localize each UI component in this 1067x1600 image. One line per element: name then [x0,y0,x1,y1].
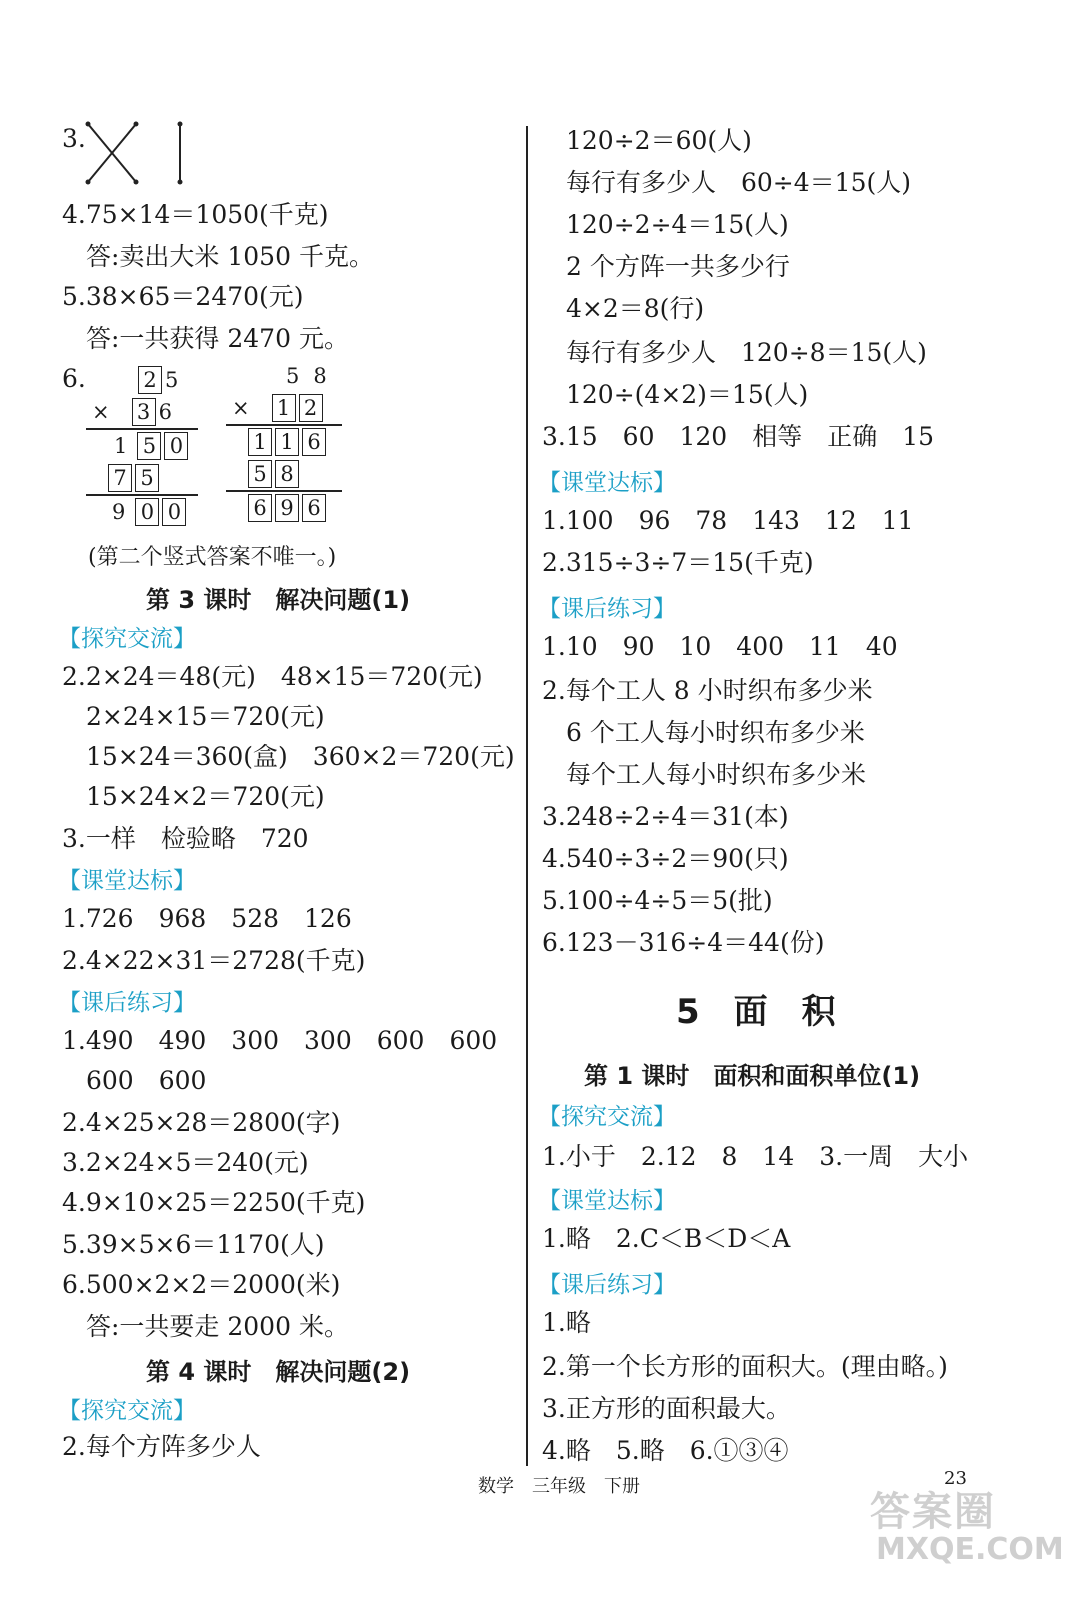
lesson-title: 第 4 课时 解决问题(2) [146,1358,411,1386]
section-tag: 【课堂达标】 [58,868,196,894]
answer-line: 2.2×24＝48(元) 48×15＝720(元) [62,662,483,691]
digit: 6 [158,400,172,424]
answer-box: 3 [132,398,156,426]
answer-line: 15×24×2＝720(元) [86,782,325,811]
line-matching-figure [80,118,190,190]
section-tag: 【探究交流】 [538,1104,676,1130]
answer-line: 答:卖出大米 1050 千克。 [86,242,374,271]
answer-box: 1 [272,394,296,422]
section-tag: 【课后练习】 [538,1272,676,1298]
calc-rule [86,494,198,496]
answer-line: 2.第一个长方形的面积大。(理由略。) [542,1352,948,1381]
answer-line: 1.略 [542,1308,591,1337]
q3-label: 3. [62,124,86,153]
answer-line: 1.100 96 78 143 12 11 [542,506,914,535]
answer-line: 2 个方阵一共多少行 [566,252,790,281]
answer-line: 120÷2÷4＝15(人) [566,210,789,239]
answer-line: 2.每个方阵多少人 [62,1432,261,1461]
section-tag: 【探究交流】 [58,1398,196,1424]
digit: 1 [114,434,128,458]
section-tag: 【课堂达标】 [538,1188,676,1214]
note: (第二个竖式答案不唯一。) [88,545,337,570]
times-sign: × [232,396,250,420]
answer-box: 5 [137,432,161,460]
answer-line: 4.75×14＝1050(千克) [62,200,329,229]
watermark-url: MXQE.COM [876,1532,1064,1567]
answer-line: 2.每个工人 8 小时织布多少米 [542,676,873,705]
answer-line: 3.15 60 120 相等 正确 15 [542,422,935,451]
digit: 5 [286,364,300,388]
digit: 8 [313,364,327,388]
answer-box: 9 [275,494,299,522]
answer-box: 0 [164,432,188,460]
answer-line: 3.一样 检验略 720 [62,824,309,853]
answer-line: 1.490 490 300 300 600 600 [62,1026,498,1055]
answer-box: 0 [135,498,159,526]
answer-line: 1.726 968 528 126 [62,904,352,933]
answer-box: 1 [275,428,299,456]
answer-line: 5.100÷4÷5＝5(批) [542,886,773,915]
answer-line: 1.10 90 10 400 11 40 [542,632,898,661]
column-divider [526,126,528,1466]
answer-box: 6 [302,494,326,522]
answer-line: 6 个工人每小时织布多少米 [566,718,865,747]
watermark-logo: 答案圈 [870,1489,996,1535]
answer-line: 3.2×24×5＝240(元) [62,1148,309,1177]
answer-box: 1 [248,428,272,456]
answer-box: 7 [108,464,132,492]
answer-line: 2.4×22×31＝2728(千克) [62,946,366,975]
answer-box: 5 [135,464,159,492]
page-number: 23 [944,1468,967,1489]
answer-line: 3.248÷2÷4＝31(本) [542,802,789,831]
answer-box: 5 [248,460,272,488]
answer-line: 15×24＝360(盒) 360×2＝720(元) [86,742,515,771]
answer-line: 4.略 5.略 6.①③④ [542,1436,789,1465]
answer-line: 120÷2＝60(人) [566,126,752,155]
answer-box: 2 [138,366,162,394]
answer-box: 6 [248,494,272,522]
times-sign: × [92,400,110,424]
answer-line: 答:一共要走 2000 米。 [86,1312,349,1341]
answer-line: 5.38×65＝2470(元) [62,282,304,311]
answer-line: 每行有多少人 60÷4＝15(人) [566,168,911,197]
answer-line: 6.123－316÷4＝44(份) [542,928,825,957]
answer-line: 3.正方形的面积最大。 [542,1394,791,1423]
page-footer: 数学 三年级 下册 [478,1476,640,1497]
answer-line: 120÷(4×2)＝15(人) [566,380,809,409]
section-tag: 【课后练习】 [58,990,196,1016]
answer-line: 1.小于 2.12 8 14 3.一周 大小 [542,1142,969,1171]
answer-line: 1.略 2.C＜B＜D＜A [542,1224,791,1253]
q6-label: 6. [62,364,86,393]
answer-line: 6.500×2×2＝2000(米) [62,1270,341,1299]
lesson-title: 第 1 课时 面积和面积单位(1) [584,1062,921,1090]
answer-line: 每行有多少人 120÷8＝15(人) [566,338,927,367]
calc-rule [226,490,342,492]
answer-box: 8 [275,460,299,488]
answer-line: 2.315÷3÷7＝15(千克) [542,548,814,577]
section-tag: 【课堂达标】 [538,470,676,496]
calc-rule [86,428,198,430]
section-tag: 【探究交流】 [58,626,196,652]
answer-line: 5.39×5×6＝1170(人) [62,1230,325,1259]
answer-box: 2 [299,394,323,422]
answer-line: 4.540÷3÷2＝90(只) [542,844,789,873]
section-tag: 【课后练习】 [538,596,676,622]
answer-line: 2×24×15＝720(元) [86,702,325,731]
calc-rule [226,424,342,426]
digit: 5 [165,368,179,392]
unit-title: 5 面 积 [676,992,836,1032]
answer-line: 答:一共获得 2470 元。 [86,324,349,353]
answer-line: 4×2＝8(行) [566,294,705,323]
answer-box: 6 [302,428,326,456]
digit: 9 [112,500,126,524]
answer-box: 0 [162,498,186,526]
lesson-title: 第 3 课时 解决问题(1) [146,586,411,614]
answer-line: 600 600 [86,1066,207,1095]
answer-line: 4.9×10×25＝2250(千克) [62,1188,366,1217]
answer-line: 2.4×25×28＝2800(字) [62,1108,341,1137]
answer-line: 每个工人每小时织布多少米 [566,760,867,789]
